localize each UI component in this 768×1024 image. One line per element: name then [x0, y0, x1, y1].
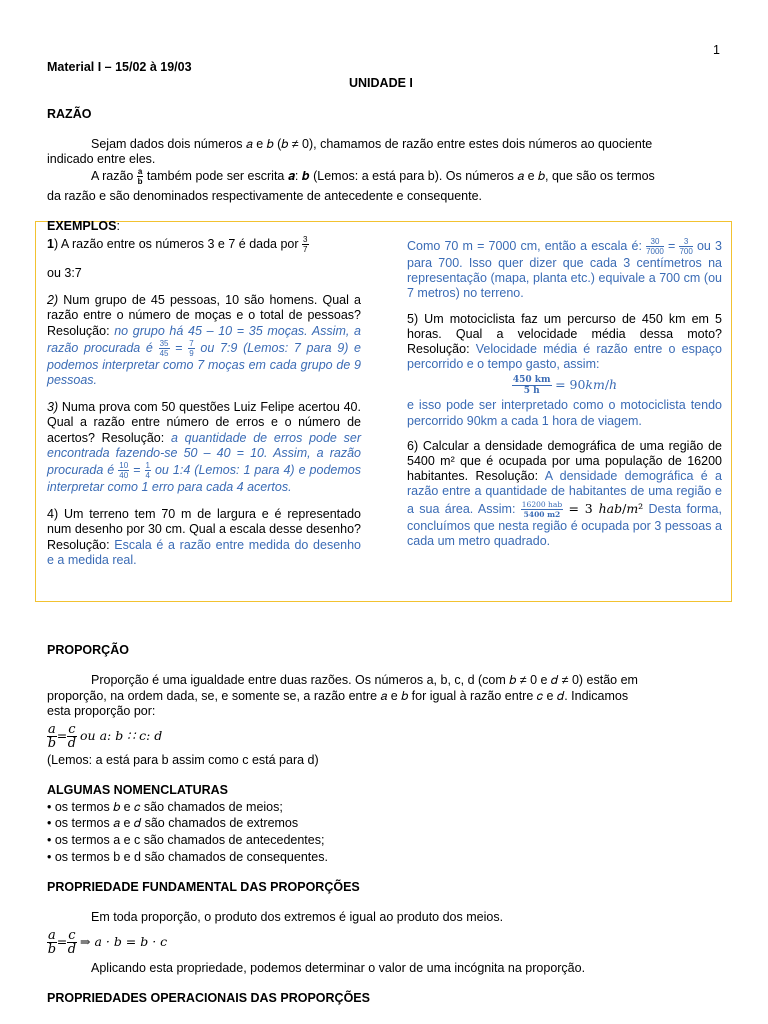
example-3-fraction-2: $\frac{1}{4}$	[145, 461, 150, 481]
fundamental-formula: $\frac{a}{b}$ = $\frac{c}{d}$ ⇒ a · b = b · c	[47, 928, 168, 958]
example-1-alt: ou 3:7	[47, 266, 82, 280]
fundamental-fraction-ab: $\frac{a}{b}$	[47, 928, 57, 958]
fundamental-title: PROPRIEDADE FUNDAMENTAL DAS PROPORÇÕES	[47, 880, 360, 894]
example-4-fraction-2: $\frac{3}{700}$	[679, 237, 693, 256]
proporcao-line3: esta proporção por:	[47, 704, 156, 718]
proporcao-fraction-cd: $\frac{c}{d}$	[67, 722, 77, 752]
example-5-fraction: $\frac{450 km}{5 h}$	[512, 375, 551, 397]
examples-right-column	[407, 237, 722, 549]
example-1: 1) A razão entre os números 3 e 7 é dada por $\frac{3}{7}$	[47, 235, 308, 254]
fundamental-line1: Em toda proporção, o produto dos extremos é igual ao produto dos meios.	[91, 910, 504, 924]
page-number: 1	[713, 43, 720, 57]
proporcao-fraction-ab: $\frac{a}{b}$	[47, 722, 57, 752]
proporcao-read: (Lemos: a está para b assim como c está para d)	[47, 753, 319, 767]
list-item: • os termos 𝑏 e 𝑐 são chamados de meios;	[47, 800, 283, 814]
example-2: 2) Num grupo de 45 pessoas, 10 são homens. Qual a razão entre o número de moças e o total de pessoas? Resolução: no grupo há 45 – 10 = 35 moças. Assim, a razão procurada é $\frac{35}{45}$ = $\frac{7}{9}$ ou 7:9 (Lemos: 7 para 9) e podemos interpretar como 7 moças em cada grupo de 9 pessoas.	[47, 293, 362, 388]
proporcao-title: PROPORÇÃO	[47, 643, 129, 657]
material-header: Material I – 15/02 à 19/03	[47, 60, 192, 74]
nomenclaturas-title: ALGUMAS NOMENCLATURAS	[47, 783, 229, 797]
operacionais-title: PROPRIEDADES OPERACIONAIS DAS PROPORÇÕES	[47, 991, 370, 1005]
example-5-formula: $\frac{450 km}{5 h}$ = 90𝑘𝑚/ℎ	[512, 375, 618, 397]
unit-title: UNIDADE I	[349, 76, 413, 90]
proporcao-line2: proporção, na ordem dada, se, e somente se, a razão entre 𝑎 e 𝑏 for igual à razão entre 𝑐 e 𝑑. Indicamos	[47, 689, 629, 703]
example-6-fraction: $\frac{\text{16200 hab}}{5400 m2}$	[521, 499, 563, 519]
example-2-fraction-2: $\frac{7}{9}$	[189, 338, 194, 358]
razao-p2-pre: A razão	[91, 168, 134, 183]
list-item: • os termos a e c são chamados de antecedentes;	[47, 833, 325, 847]
razao-p2-line1	[91, 167, 655, 186]
example-3: 3) Numa prova com 50 questões Luiz Felipe acertou 40. Qual a razão entre número de erros e o número de acertos? Resolução: a quantidade de erros pode ser encontrada fazendo-se 50 – 40 = 10. Assim, a razão procurada é $\frac{10}{40}$ = $\frac{1}{4}$ ou 1:4 (Lemos: 1 para 4) e podemos interpretar como 1 erro para cada 4 acertos.	[47, 400, 361, 495]
proporcao-line1: Proporção é uma igualdade entre duas razões. Os números a, b, c, d (com 𝑏 ≠ 0 e 𝑑 ≠ 0) estão em	[91, 673, 638, 687]
examples-left-column	[47, 235, 361, 568]
example-5-interpretation: e isso pode ser interpretado como o motociclista tendo percorrido 90km a cada 1 hora de viagem.	[407, 398, 722, 428]
proporcao-formula: $\frac{a}{b}$ = $\frac{c}{d}$ ou a: b ∷ c: d	[47, 722, 163, 752]
example-1-fraction: $\frac{3}{7}$	[303, 235, 308, 254]
examples-title: EXEMPLOS:	[47, 219, 120, 233]
razao-p1-line2: indicado entre eles.	[47, 152, 156, 166]
razao-p1-line1: Sejam dados dois números 𝑎 e 𝑏 (𝑏 ≠ 0), chamamos de razão entre estes dois números ao quociente	[91, 137, 653, 151]
razao-p2-text: também pode ser escrita 𝒂: 𝒃 (Lemos: a está para b). Os números 𝑎 e 𝑏, que são os termos	[146, 168, 655, 183]
razao-p2-fraction: $\frac{a}{b}$	[137, 167, 143, 186]
razao-p2-line2: da razão e são denominados respectivamente de antecedente e consequente.	[47, 189, 483, 203]
list-item: • os termos 𝑎 e 𝑑 são chamados de extremos	[47, 816, 299, 830]
example-4: 4) Um terreno tem 70 m de largura e é representado num desenho por 30 cm. Qual a escala desse desenho? Resolução: Escala é a razão entre medida do desenho e a medida real.	[47, 507, 361, 567]
example-5: 5) Um motociclista faz um percurso de 450 km em 5 horas. Qual a velocidade média dessa moto? Resolução: Velocidade média é razão entre o espaço percorrido e o tempo gasto, assim:	[407, 311, 722, 372]
example-4-continued: Como 70 m = 7000 cm, então a escala é: $\frac{30}{7000}$ = $\frac{3}{700}$ ou 3 para 700. Isso quer dizer que cada 3 centímetros na representação (mapa, planta etc.) equivale a 700 cm (ou 7 metros) no terreno.	[407, 237, 722, 301]
list-item: • os termos b e d são chamados de consequentes.	[47, 850, 328, 864]
fundamental-line2: Aplicando esta propriedade, podemos determinar o valor de uma incógnita na proporção.	[91, 961, 586, 975]
razao-title: RAZÃO	[47, 107, 92, 121]
example-2-fraction-1: $\frac{35}{45}$	[159, 338, 169, 358]
example-3-fraction-1: $\frac{10}{40}$	[119, 461, 129, 481]
example-6: 6) Calcular a densidade demográfica de uma região de 5400 m² que é ocupada por uma população de 16200 habitantes. Resolução: A densidade demográfica é a razão entre a quantidade de habitantes de uma região e a sua área. Assim: $\frac{\text{16200 hab}}{5400 m2}$ = 3 ℎ𝑎𝑏/𝑚² Desta forma, concluímos que nesta região é ocupada por 3 pessoas a cada um metro quadrado.	[407, 438, 722, 548]
fundamental-fraction-cd: $\frac{c}{d}$	[67, 928, 77, 958]
example-4-fraction-1: $\frac{30}{7000}$	[646, 237, 664, 256]
